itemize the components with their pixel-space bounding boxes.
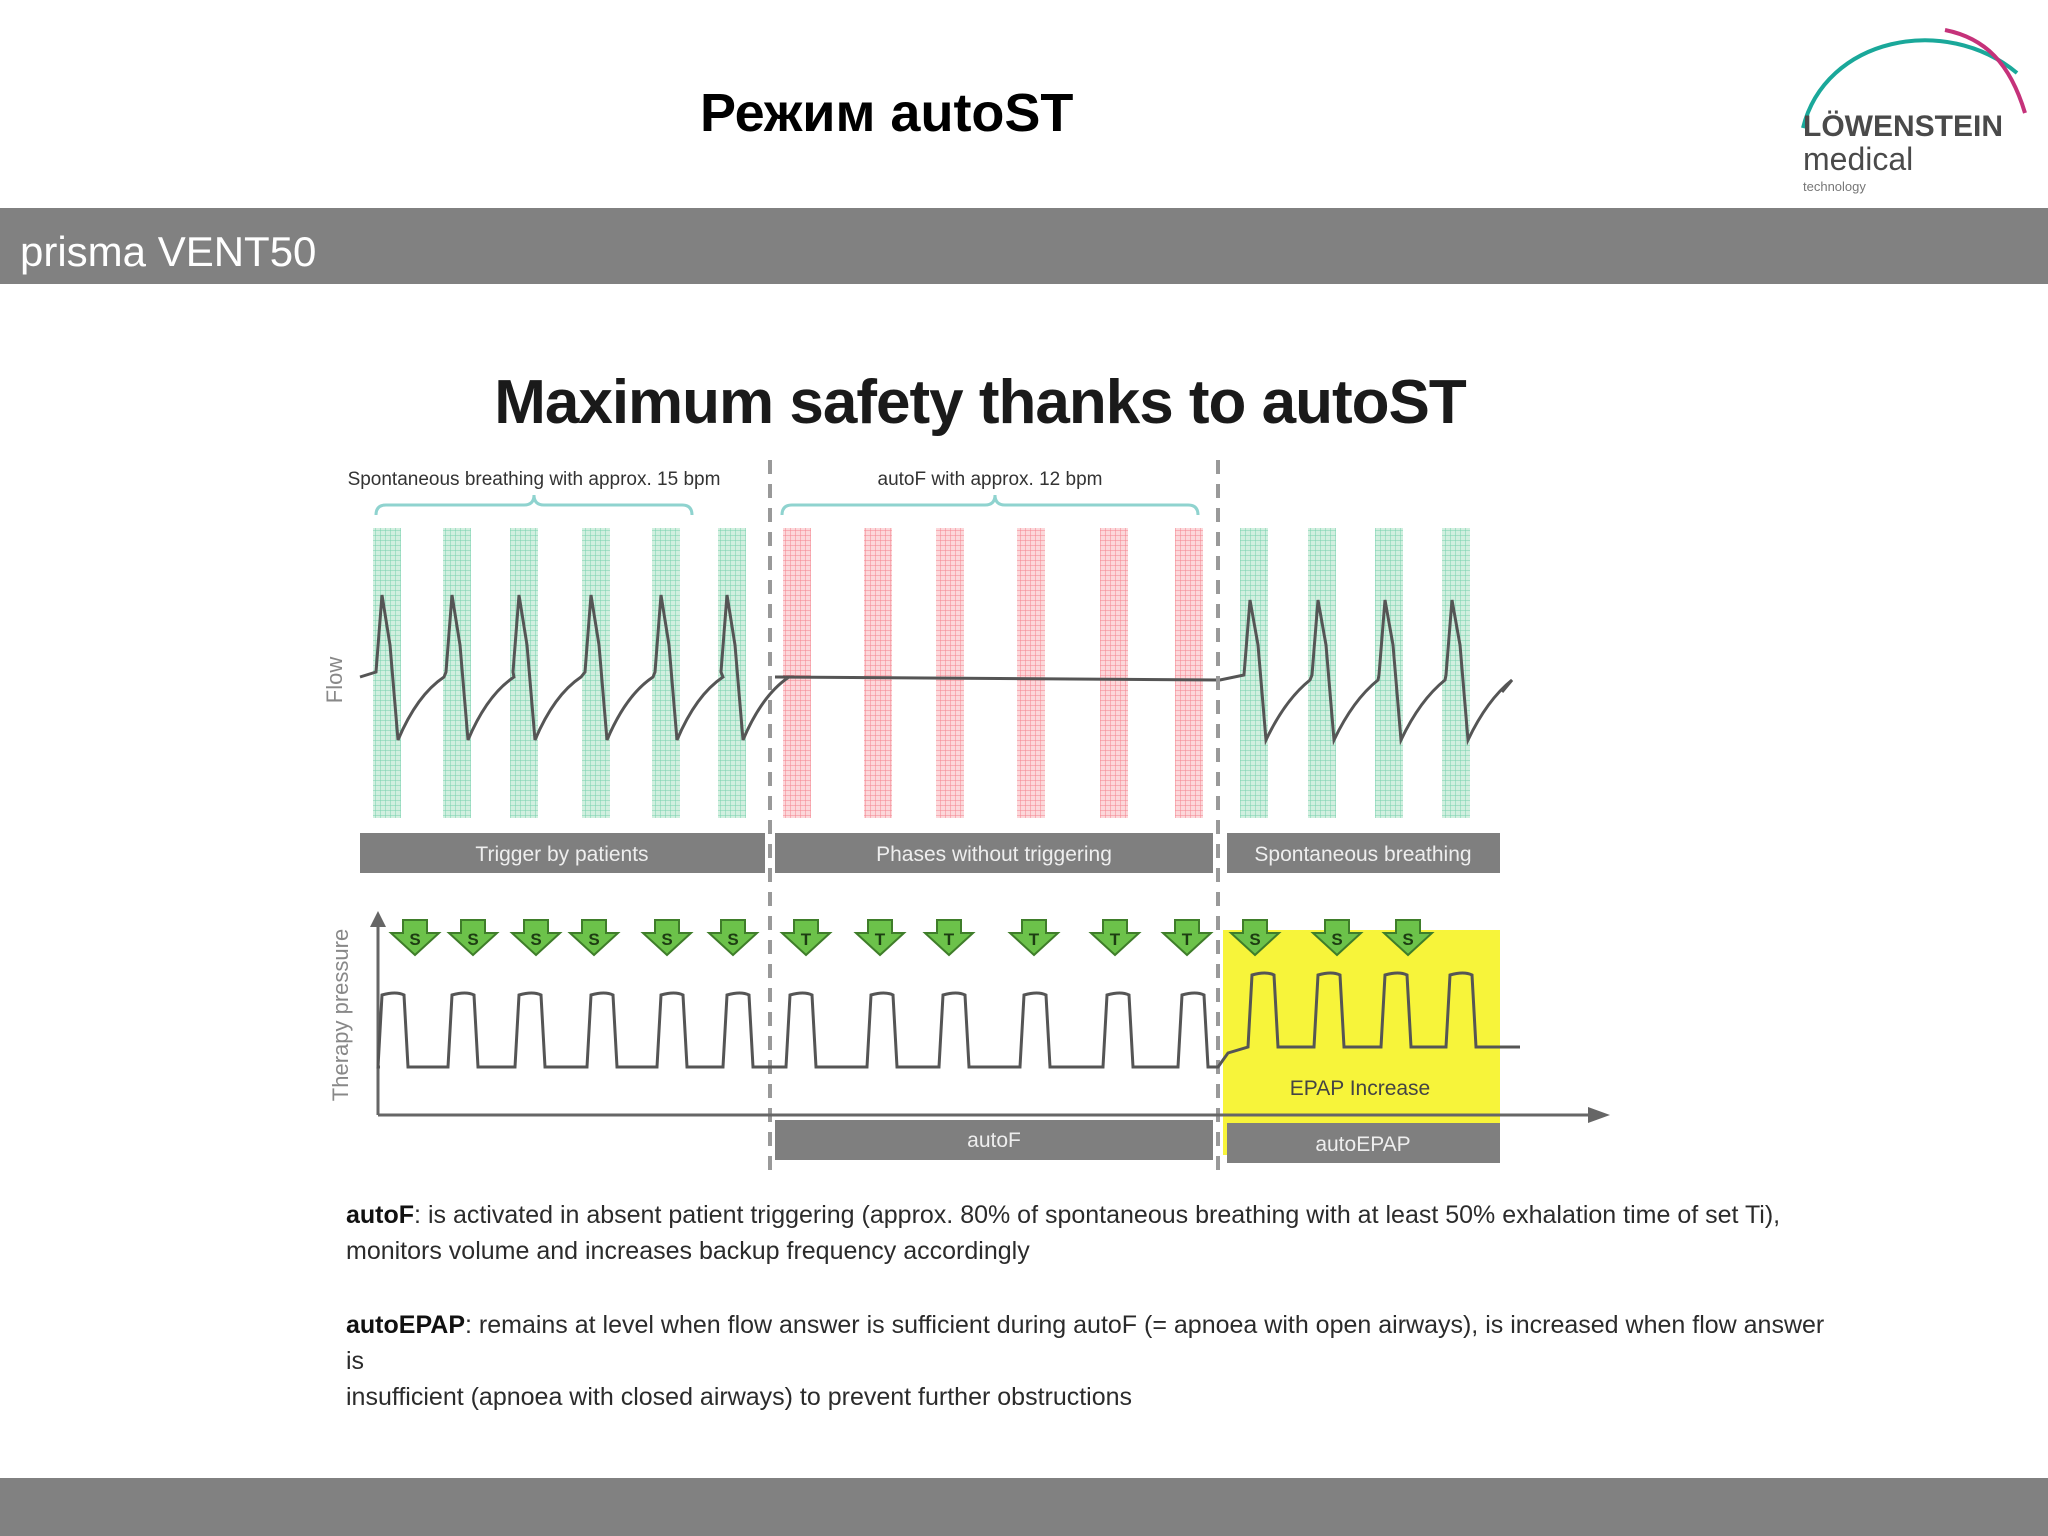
brace-left-label: Spontaneous breathing with approx. 15 bpm xyxy=(347,469,721,490)
logo-line1: LÖWENSTEIN xyxy=(1803,110,2003,143)
autost-figure xyxy=(320,355,1640,1195)
autoepap-term: autoEPAP xyxy=(346,1311,465,1339)
autof-text-2: monitors volume and increases backup frequency accordingly xyxy=(346,1237,1030,1265)
autoepap-text-2: insufficient (apnoea with closed airways) to prevent further obstructions xyxy=(346,1383,1133,1411)
bottom-bar-autoepap-label: autoEPAP xyxy=(1315,1133,1411,1156)
trigger-marker-12 xyxy=(1163,920,1211,955)
trigger-marker-10 xyxy=(1010,920,1058,955)
mandatory-breath-band-6 xyxy=(1175,528,1203,818)
epap-increase-label: EPAP Increase xyxy=(1289,1077,1431,1100)
figure-title: Maximum safety thanks to autoST xyxy=(494,368,1466,437)
pressure-axis-label: Therapy pressure xyxy=(328,928,353,1102)
time-x-arrowhead xyxy=(1588,1107,1610,1123)
trigger-marker-letter: S xyxy=(1331,930,1343,949)
autof-description xyxy=(346,1197,1846,1269)
trigger-marker-letter: S xyxy=(530,930,542,949)
spontaneous-breath-band-4 xyxy=(582,528,610,818)
phase-bar-spontaneous-label: Spontaneous breathing xyxy=(1254,843,1472,866)
logo-line3: technology xyxy=(1803,179,1866,194)
trigger-marker-letter: T xyxy=(874,930,886,949)
autoepap-text: : remains at level when flow answer is sufficient during autoF (= apnoea with open airways), is increased when flow answer is xyxy=(346,1311,1825,1375)
autof-term: autoF xyxy=(346,1201,415,1229)
trigger-marker-letter: T xyxy=(800,930,812,949)
brace-left xyxy=(376,495,692,515)
flow-axis-label: Flow xyxy=(322,656,347,704)
trigger-marker-letter: S xyxy=(727,930,739,949)
logo-line2: medical xyxy=(1803,141,1914,177)
trigger-marker-letter: T xyxy=(943,930,955,949)
trigger-marker-1 xyxy=(391,920,439,955)
pressure-y-arrowhead xyxy=(370,911,386,927)
phase-bar-trigger-label: Trigger by patients xyxy=(475,843,649,866)
brace-middle xyxy=(782,495,1198,515)
mandatory-breath-band-1 xyxy=(783,528,811,818)
autoepap-description xyxy=(346,1307,1846,1415)
mandatory-breath-band-5 xyxy=(1100,528,1128,818)
lowenstein-logo xyxy=(1795,18,2035,198)
trigger-marker-letter: S xyxy=(1402,930,1414,949)
trigger-marker-letter: T xyxy=(1181,930,1193,949)
trigger-marker-letter: S xyxy=(467,930,479,949)
epap-increase-region xyxy=(1223,930,1500,1155)
trigger-marker-4 xyxy=(570,920,618,955)
trigger-marker-letter: T xyxy=(1028,930,1040,949)
trigger-marker-5 xyxy=(643,920,691,955)
trigger-marker-6 xyxy=(709,920,757,955)
mandatory-breath-band-2 xyxy=(864,528,892,818)
brace-middle-label: autoF with approx. 12 bpm xyxy=(877,469,1103,490)
trigger-marker-3 xyxy=(512,920,560,955)
phase-bar-no-trigger-label: Phases without triggering xyxy=(876,843,1112,866)
mandatory-breath-band-3 xyxy=(936,528,964,818)
trigger-marker-letter: S xyxy=(1249,930,1261,949)
autost-diagram xyxy=(320,355,1640,1195)
trigger-marker-2 xyxy=(449,920,497,955)
trigger-marker-letter: S xyxy=(661,930,673,949)
trigger-marker-letter: S xyxy=(588,930,600,949)
trigger-marker-letter: T xyxy=(1109,930,1121,949)
footer-bar xyxy=(0,1478,2048,1536)
trigger-marker-8 xyxy=(856,920,904,955)
breath-bands xyxy=(373,528,1470,818)
device-name: prisma VENT50 xyxy=(20,228,317,275)
trigger-marker-7 xyxy=(782,920,830,955)
subtitle-bar xyxy=(0,208,2048,284)
autof-text: : is activated in absent patient triggering (approx. 80% of spontaneous breathing with at least 50% exhalation time of set Ti), xyxy=(414,1201,1781,1229)
bottom-bar-autof-label: autoF xyxy=(967,1129,1021,1152)
mandatory-breath-band-4 xyxy=(1017,528,1045,818)
trigger-marker-11 xyxy=(1091,920,1139,955)
slide-title: Режим autoST xyxy=(700,83,1074,143)
trigger-marker-9 xyxy=(925,920,973,955)
trigger-marker-letter: S xyxy=(409,930,421,949)
